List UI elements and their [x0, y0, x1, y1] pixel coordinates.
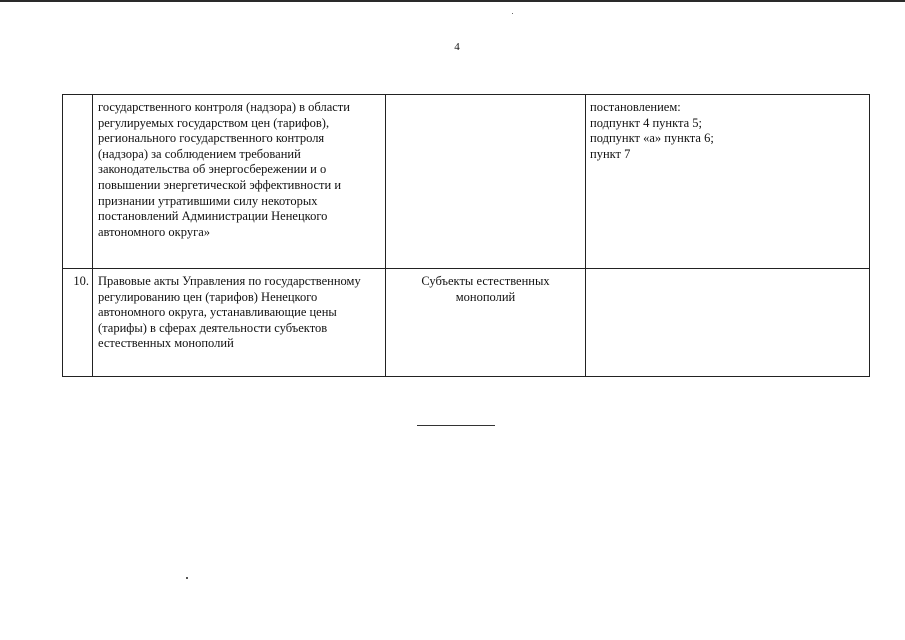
references-text: [586, 269, 869, 274]
legal-act-text: Правовые акты Управления по государственному регулированию цен (тарифов) Ненецкого автономного округа, устанавливающие цены (тарифы) в сферах деятельности субъектов естественных монополий: [98, 274, 361, 351]
legal-act-cell: [93, 269, 386, 377]
reference-line: подпункт «а» пункта 6;: [590, 131, 714, 146]
subjects-text: [386, 95, 585, 100]
row-number-cell: [63, 269, 93, 377]
references-cell: [586, 95, 870, 269]
legal-act-text: государственного контроля (надзора) в области регулируемых государством цен (тарифов), регионального государственного контроля (надзора) за соблюдением требований законодательства об энергосбережении и о повышении энергетической эффективности и признании утратившими силу некоторых постановлений Администрации Ненецкого автономного округа»: [98, 100, 350, 239]
reference-line: пункт 7: [590, 146, 631, 161]
subjects-text: Субъекты естественных монополий: [421, 274, 550, 304]
requirements-table: [62, 94, 870, 377]
reference-line: подпункт 4 пункта 5;: [590, 115, 702, 130]
row-number: [63, 95, 92, 100]
top-border-line: [0, 0, 905, 2]
page-number: 4: [454, 41, 460, 53]
reference-line: постановлением:: [590, 100, 681, 114]
table-row: [63, 269, 870, 377]
legal-act-cell: [93, 95, 386, 269]
subjects-cell: [386, 269, 586, 377]
row-number: 10.: [73, 274, 89, 288]
references-cell: [586, 269, 870, 377]
scan-speck: [186, 577, 188, 579]
references-text: [586, 95, 869, 162]
row-number-cell: [63, 95, 93, 269]
scan-speck: [512, 13, 513, 14]
table-row: [63, 95, 870, 269]
end-of-document-rule: [417, 425, 495, 426]
subjects-cell: [386, 95, 586, 269]
